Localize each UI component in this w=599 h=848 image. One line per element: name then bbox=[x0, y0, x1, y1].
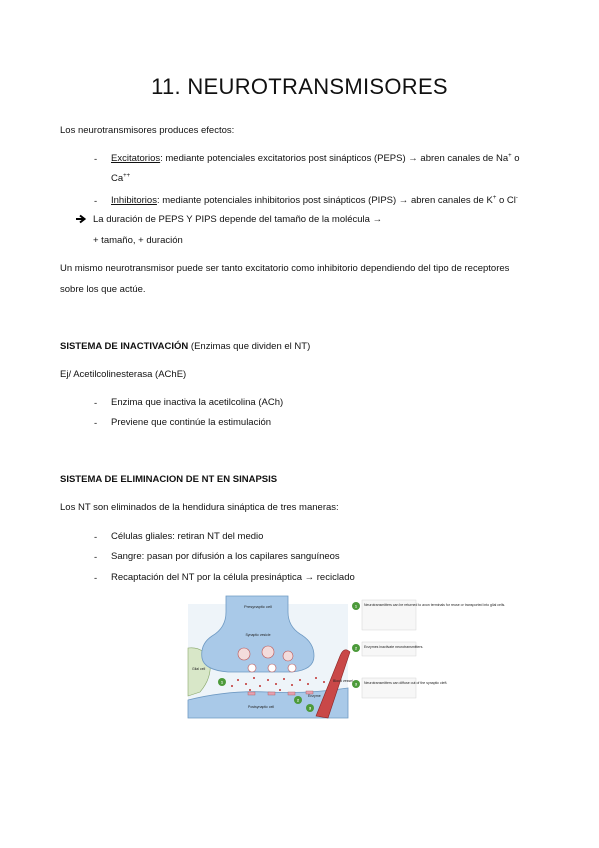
section-inactivation-heading bbox=[60, 340, 310, 354]
bullet-dash: - bbox=[94, 532, 98, 543]
excitatory-or: o bbox=[511, 153, 520, 164]
svg-text:3: 3 bbox=[355, 682, 357, 687]
excitatory-term: Excitatorios bbox=[111, 153, 161, 164]
bullet-dash: - bbox=[94, 573, 98, 584]
effect-excitatory bbox=[111, 152, 520, 166]
list-item: Células gliales: retiran NT del medio bbox=[111, 531, 264, 542]
elimination-intro: Los NT son eliminados de la hendidura sináptica de tres maneras: bbox=[60, 502, 339, 513]
bullet-dash: - bbox=[94, 398, 98, 409]
inhibitory-or: o Cl bbox=[496, 195, 516, 206]
list-item: Sangre: pasan por difusión a los capilares sanguíneos bbox=[111, 551, 340, 562]
bullet-dash: - bbox=[94, 552, 98, 563]
svg-text:1: 1 bbox=[220, 679, 224, 685]
excitatory-text: : mediante potenciales excitatorios post sinápticos (PEPS) → abren canales de Na bbox=[160, 153, 509, 164]
list-item: Recaptación del NT por la célula presináptica → reciclado bbox=[111, 572, 355, 583]
effect-inhibitory bbox=[111, 194, 518, 208]
inhibitory-term: Inhibitorios bbox=[111, 195, 157, 206]
svg-text:3: 3 bbox=[308, 705, 312, 711]
section-heading-rest: (Enzimas que dividen el NT) bbox=[188, 341, 311, 352]
note-2: Enzymes inactivate neurotransmitters. bbox=[364, 645, 424, 649]
arrow-bullet-icon bbox=[76, 214, 87, 229]
list-item: Previene que continúe la estimulación bbox=[111, 417, 272, 428]
cl-charge: - bbox=[515, 195, 518, 201]
ca-ion: Ca bbox=[111, 173, 124, 184]
duration-line-2: + tamaño, + duración bbox=[93, 235, 183, 246]
bullet-dash: - bbox=[94, 418, 98, 429]
section-heading-bold: SISTEMA DE INACTIVACIÓN bbox=[60, 341, 189, 352]
section-elimination-heading: SISTEMA DE ELIMINACION DE NT EN SINAPSIS bbox=[60, 474, 278, 485]
note-3: Neurotransmitters can diffuse out of the synaptic cleft. bbox=[364, 681, 448, 685]
page-title: 11. NEUROTRANSMISORES bbox=[151, 74, 448, 99]
intro-text: Los neurotransmisores produces efectos: bbox=[60, 125, 235, 136]
presynaptic-label: Presynaptic cell bbox=[243, 604, 273, 609]
effect-excitatory-cont bbox=[111, 172, 130, 186]
enzyme-label: Enzyme bbox=[308, 694, 321, 698]
glial-label: Glial cell bbox=[192, 667, 206, 671]
postsynaptic-label: Postsynaptic cell bbox=[248, 705, 275, 709]
bullet-dash: - bbox=[94, 196, 98, 207]
example-text: Ej/ Acetilcolinesterasa (AChE) bbox=[60, 369, 187, 380]
paragraph-line-1: Un mismo neurotransmisor puede ser tanto excitatorio como inhibitorio dependiendo del tipo de receptores bbox=[60, 263, 510, 274]
note-1: Neurotransmitters can be returned to axon terminals for reuse or transported into glial cells. bbox=[364, 603, 506, 607]
inhibitory-text: : mediante potenciales inhibitorios post sinápticos (PIPS) → abren canales de K bbox=[156, 195, 493, 206]
synapse-figure bbox=[188, 596, 506, 718]
ca-charge: ++ bbox=[123, 173, 131, 179]
duration-line: La duración de PEPS Y PIPS depende del tamaño de la molécula → bbox=[93, 214, 383, 225]
vesicle-label: Synaptic vesicle bbox=[245, 633, 271, 637]
k-charge: + bbox=[492, 195, 497, 201]
svg-text:2: 2 bbox=[296, 697, 300, 703]
blood-label: Blood vessel bbox=[333, 679, 353, 683]
paragraph-line-2: sobre los que actúe. bbox=[60, 284, 146, 295]
list-item: Enzima que inactiva la acetilcolina (ACh) bbox=[111, 397, 284, 408]
svg-text:1: 1 bbox=[355, 604, 357, 609]
svg-text:2: 2 bbox=[355, 646, 357, 651]
notes bbox=[352, 600, 505, 698]
na-charge: + bbox=[508, 153, 512, 159]
bullet-dash: - bbox=[94, 154, 98, 165]
